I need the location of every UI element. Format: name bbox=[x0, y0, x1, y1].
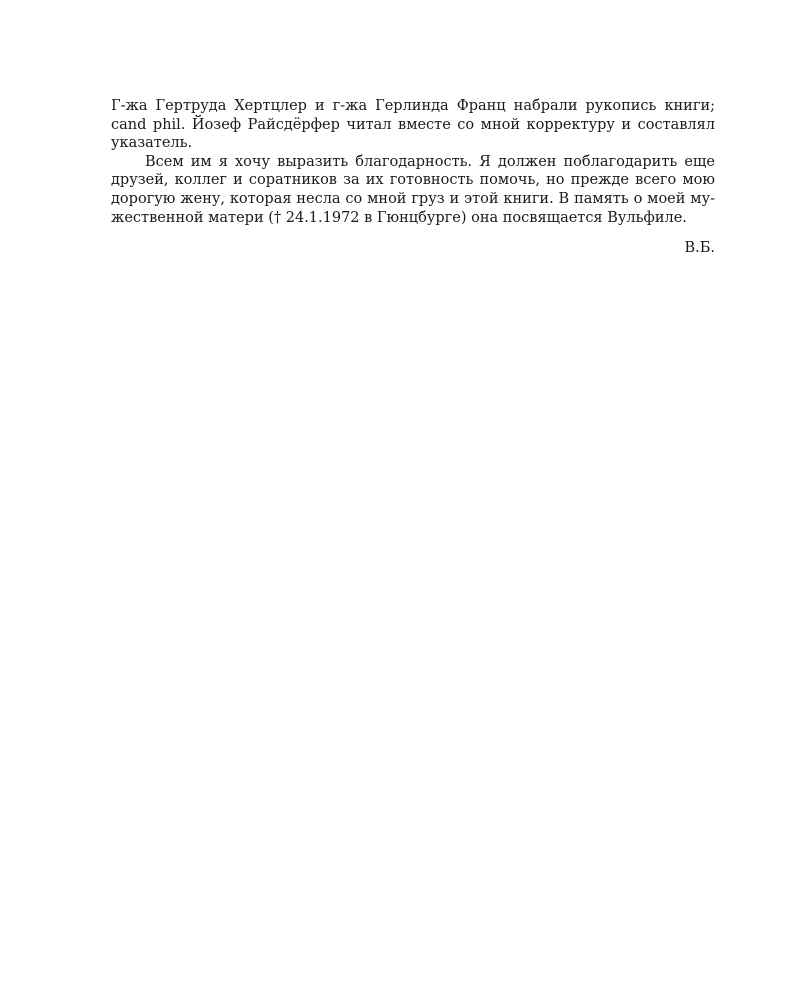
paragraph-2-line-2: друзей, коллег и соратников за их готовность помочь, но прежде всего мою bbox=[111, 172, 715, 189]
paragraph-1-line-3: указатель. bbox=[111, 135, 193, 152]
paragraph-2-line-4: жественной матери († 24.1.1972 в Гюнцбурге) она посвящается Вульфиле. bbox=[111, 209, 687, 226]
paragraph-2 bbox=[111, 153, 715, 227]
paragraph-1 bbox=[111, 97, 715, 153]
acknowledgement-text bbox=[111, 97, 715, 258]
paragraph-1-line-1: Г-жа Гертруда Хертцлер и г-жа Герлинда Франц набрали рукопись книги; bbox=[111, 98, 715, 114]
paragraph-2-line-1: Всем им я хочу выразить благодарность. Я должен поблагодарить еще bbox=[145, 153, 715, 170]
author-signature: В.Б. bbox=[684, 240, 715, 257]
paragraph-2-line-3: дорогую жену, которая несла со мной груз и этой книги. В память о моей му- bbox=[111, 190, 715, 207]
paragraph-1-line-2: cand phil. Йозеф Райсдёрфер читал вместе со мной корректуру и составлял bbox=[111, 116, 715, 133]
